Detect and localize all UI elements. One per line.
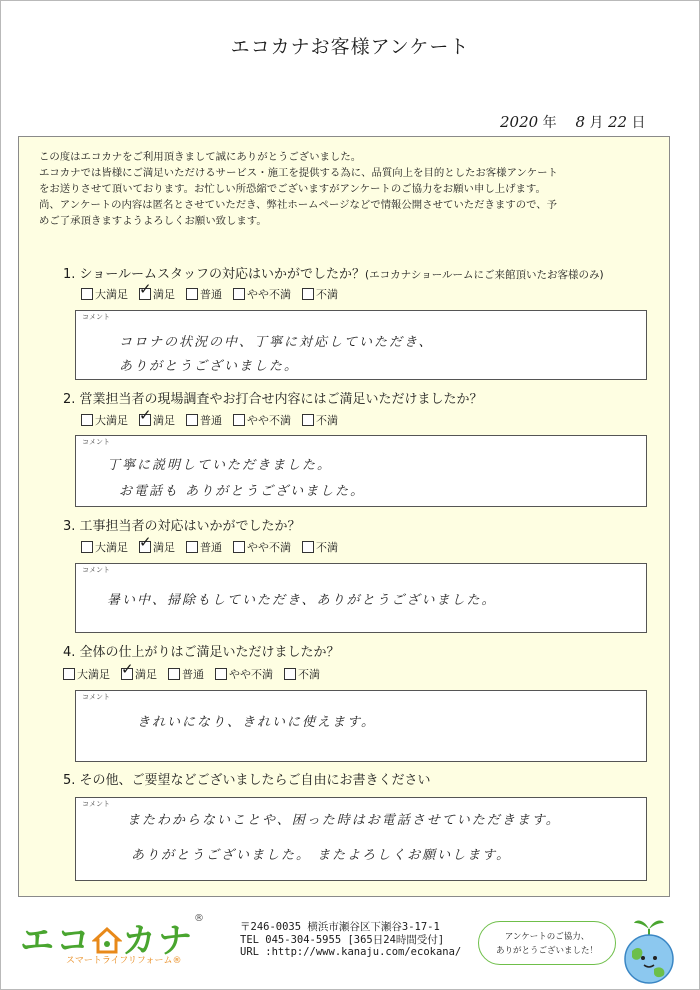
bubble-line: アンケートのご協力、 <box>504 932 590 942</box>
registered-mark: ® <box>194 913 206 924</box>
comment-label: コメント <box>82 313 110 321</box>
checkbox[interactable] <box>81 414 93 426</box>
earth-mascot-icon <box>614 913 684 989</box>
option-label: 普通 <box>200 541 222 554</box>
question-2-text: 2. 営業担当者の現場調査やお打合せ内容にはご満足いただけましたか？ <box>63 392 483 407</box>
option-label: やや不満 <box>247 414 291 427</box>
option-0[interactable] <box>63 666 110 682</box>
option-1[interactable] <box>139 533 175 555</box>
option-label: やや不満 <box>247 541 291 554</box>
check-mark-icon: ✓ <box>139 406 152 424</box>
option-1[interactable] <box>139 280 175 302</box>
checkbox[interactable] <box>186 414 198 426</box>
option-label: やや不満 <box>229 668 273 681</box>
checkbox[interactable] <box>63 668 75 680</box>
question-2-comment-line: お電話も ありがとうございました。 <box>119 484 366 499</box>
question-3-text: 3. 工事担当者の対応はいかがでしたか？ <box>63 519 301 534</box>
option-label: やや不満 <box>247 288 291 301</box>
question-3 <box>63 515 301 534</box>
checkbox[interactable] <box>302 414 314 426</box>
question-3-comment-line: 暑い中、掃除もしていただき、ありがとうございました。 <box>107 593 497 608</box>
option-label: 大満足 <box>95 414 128 427</box>
option-label: 不満 <box>298 668 320 681</box>
company-contact <box>240 921 461 959</box>
question-1-note: (エコカナショールームにご来館頂いたお客様のみ) <box>365 269 604 281</box>
option-3[interactable] <box>233 412 291 428</box>
company-tel: TEL 045-304-5955 [365日24時間受付] <box>240 933 445 946</box>
intro-line: エコカナでは皆様にご満足いただけるサービス・施工を提供する為に、品質向上を目的としたお客様アンケート <box>39 167 558 179</box>
checkbox[interactable] <box>302 288 314 300</box>
checkbox[interactable] <box>139 533 152 553</box>
option-3[interactable] <box>233 539 291 555</box>
option-label: 満足 <box>135 668 157 681</box>
checkbox[interactable] <box>215 668 227 680</box>
thanks-speech-bubble <box>478 921 616 965</box>
logo-subtitle: スマートライフリフォーム® <box>66 956 182 966</box>
option-label: 大満足 <box>77 668 110 681</box>
intro-line: めご了承頂きますようよろしくお願い致します。 <box>39 215 267 227</box>
intro-line: この度はエコカナをご利用頂きまして誠にありがとうございました。 <box>39 151 362 163</box>
checkbox[interactable] <box>186 541 198 553</box>
company-address: 〒246-0035 横浜市瀬谷区下瀬谷3-17-1 <box>240 921 440 933</box>
option-0[interactable] <box>81 539 128 555</box>
option-label: 大満足 <box>95 288 128 301</box>
question-5-text: 5. その他、ご要望などございましたらご自由にお書きください <box>63 773 431 788</box>
option-0[interactable] <box>81 412 128 428</box>
question-5 <box>63 769 431 788</box>
option-1[interactable] <box>121 660 157 682</box>
option-label: 不満 <box>316 541 338 554</box>
checkbox[interactable] <box>139 406 152 426</box>
intro-text <box>39 149 659 229</box>
option-3[interactable] <box>215 666 273 682</box>
question-3-options <box>81 533 349 555</box>
comment-label: コメント <box>82 693 110 701</box>
checkbox[interactable] <box>233 288 245 300</box>
question-4 <box>63 641 340 660</box>
option-4[interactable] <box>284 666 320 682</box>
page-title: エコカナお客様アンケート <box>230 36 470 58</box>
intro-line: をお送りさせて頂いております。お忙しい所恐縮でございますがアンケートのご協力をお願い申し上げます。 <box>39 183 546 195</box>
option-2[interactable] <box>186 286 222 302</box>
question-5-comment-line: またわからないことや、困った時はお電話させていただきます。 <box>127 813 561 828</box>
question-4-text: 4. 全体の仕上がりはご満足いただけましたか？ <box>63 645 340 660</box>
option-1[interactable] <box>139 406 175 428</box>
option-0[interactable] <box>81 286 128 302</box>
footer <box>0 905 700 990</box>
option-label: 普通 <box>182 668 204 681</box>
question-1-options <box>81 280 349 302</box>
date-day: 22 <box>608 113 628 131</box>
question-2-options <box>81 406 349 428</box>
date-year: 2020 <box>500 113 539 131</box>
option-4[interactable] <box>302 286 338 302</box>
logo-text-left: エコ <box>20 921 92 961</box>
option-label: 満足 <box>153 288 175 301</box>
question-1-comment-line: コロナの状況の中、丁寧に対応していただき、 <box>119 335 434 350</box>
question-4-comment-line: きれいになり、きれいに使えます。 <box>137 715 376 730</box>
option-label: 普通 <box>200 414 222 427</box>
question-5-comment-line: ありがとうございました。 またよろしくお願いします。 <box>131 848 512 863</box>
check-mark-icon: ✓ <box>139 280 152 298</box>
option-2[interactable] <box>168 666 204 682</box>
survey-panel <box>18 136 670 897</box>
option-label: 不満 <box>316 414 338 427</box>
option-label: 普通 <box>200 288 222 301</box>
comment-label: コメント <box>82 438 110 446</box>
survey-date <box>500 112 646 132</box>
option-4[interactable] <box>302 539 338 555</box>
logo-text-right: カナ <box>122 921 194 961</box>
option-4[interactable] <box>302 412 338 428</box>
company-url: URL :http://www.kanaju.com/ecokana/ <box>240 946 462 958</box>
checkbox[interactable] <box>168 668 180 680</box>
check-mark-icon: ✓ <box>121 660 134 678</box>
option-2[interactable] <box>186 539 222 555</box>
option-label: 不満 <box>316 288 338 301</box>
intro-line: 尚、アンケートの内容は匿名とさせていただき、弊社ホームページなどで情報公開させていただきますので、予 <box>39 199 558 211</box>
date-month-suffix: 月 <box>589 115 604 131</box>
checkbox[interactable] <box>81 541 93 553</box>
option-label: 満足 <box>153 541 175 554</box>
checkbox[interactable] <box>302 541 314 553</box>
date-day-suffix: 日 <box>631 115 646 131</box>
option-2[interactable] <box>186 412 222 428</box>
checkbox[interactable] <box>284 668 296 680</box>
option-3[interactable] <box>233 286 291 302</box>
question-2-comment-line: 丁寧に説明していただきました。 <box>107 458 333 473</box>
question-4-options <box>63 660 331 682</box>
check-mark-icon: ✓ <box>139 533 152 551</box>
checkbox[interactable] <box>233 414 245 426</box>
date-year-suffix: 年 <box>542 115 557 131</box>
date-month: 8 <box>575 113 586 131</box>
question-1-comment-line: ありがとうございました。 <box>119 359 300 374</box>
question-1-text: 1. ショールームスタッフの対応はいかがでしたか？ <box>63 267 366 282</box>
option-label: 大満足 <box>95 541 128 554</box>
option-label: 満足 <box>153 414 175 427</box>
checkbox[interactable] <box>121 660 134 680</box>
comment-label: コメント <box>82 800 110 808</box>
question-2 <box>63 388 483 407</box>
comment-label: コメント <box>82 566 110 574</box>
checkbox[interactable] <box>233 541 245 553</box>
checkbox[interactable] <box>139 280 152 300</box>
checkbox[interactable] <box>186 288 198 300</box>
checkbox[interactable] <box>81 288 93 300</box>
bubble-line: ありがとうございました！ <box>495 946 598 956</box>
